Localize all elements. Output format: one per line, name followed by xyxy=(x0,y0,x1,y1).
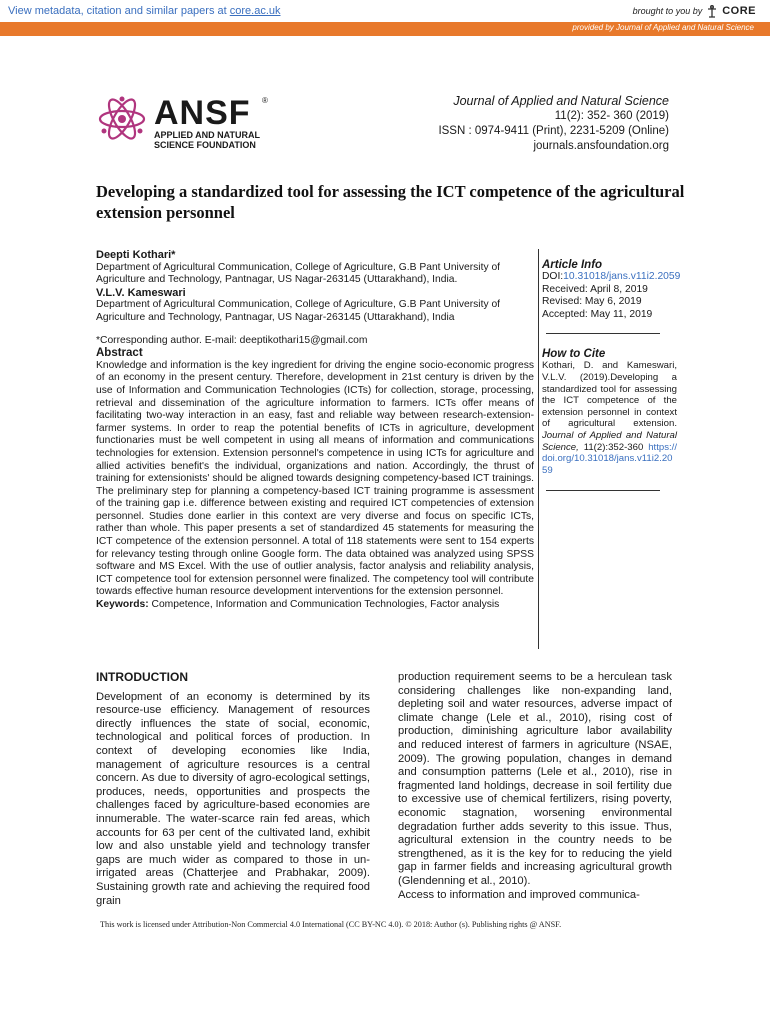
core-icon xyxy=(706,4,718,18)
license-footer: This work is licensed under Attribution-Non Commercial 4.0 International (CC BY-NC 4.0). © 2018: Author (s). Publishing rights @ ANSF. xyxy=(100,920,562,929)
accepted-date: Accepted: May 11, 2019 xyxy=(542,308,653,320)
intro-right-text: production requirement seems to be a herculean task considering challenges like non-expanding land, depleting soil and water resources, adverse impact of climate change (Lele et al., 2010), rising cost of production, diminishing agriculture labor availability and reduced interest of farmers in agriculture (NSAE, 2009). The growing population, changes in demand and consumption patterns (Lele et al., 2010), rise in fragmented land holdings, decrease in soil fertility due to excessive use of chemical fertilizers, rising poverty, economic stagnation, worsening environmental degradation further adds severity to this issue. Thus, agricultural extension in the country needs to be strengthened, as it is the key for to reducing the yield gap in farmer fields and increasing agricultural growth (Glendenning et al., 2010). xyxy=(398,671,672,887)
journal-info xyxy=(438,94,669,154)
core-logo-text: CORE xyxy=(722,5,756,17)
citation-journal: Journal of Applied and Natural Science, xyxy=(542,430,677,453)
ansf-logo-icon xyxy=(96,92,152,152)
journal-site[interactable]: journals.ansfoundation.org xyxy=(533,140,669,152)
doi-line xyxy=(542,271,681,283)
sidebar xyxy=(542,259,681,505)
corresponding-author: *Corresponding author. E-mail: deeptikothari15@gmail.com xyxy=(96,334,368,346)
author-1: Deepti Kothari* xyxy=(96,249,176,261)
keywords xyxy=(96,599,534,612)
sidebar-divider xyxy=(546,333,660,334)
logo-line1: APPLIED AND NATURAL xyxy=(154,130,260,140)
how-to-cite-heading: How to Cite xyxy=(542,348,606,361)
revised-date: Revised: May 6, 2019 xyxy=(542,296,642,308)
received-date: Received: April 8, 2019 xyxy=(542,283,648,295)
registered-mark: ® xyxy=(262,96,268,105)
journal-issn: ISSN : 0974-9411 (Print), 2231-5209 (Online) xyxy=(438,125,669,137)
affiliation-2: Department of Agricultural Communication, College of Agriculture, G.B Pant University of Agriculture and Technology, Pantnagar, US Nagar-263145 (Uttarakhand), India xyxy=(96,299,501,323)
main-column xyxy=(96,249,534,612)
doi-label: DOI: xyxy=(542,271,564,283)
intro-right-last: Access to information and improved communica- xyxy=(398,888,640,901)
citation-volume: 11(2):352-360 xyxy=(583,441,644,453)
metadata-link[interactable] xyxy=(8,5,281,17)
logo-line2: SCIENCE FOUNDATION xyxy=(154,140,256,150)
author-2: V.L.V. Kameswari xyxy=(96,286,186,299)
provider-bar xyxy=(0,22,770,36)
logo-name: ANSF xyxy=(154,94,251,132)
intro-left-column xyxy=(96,671,370,908)
brought-by-text: brought to you by xyxy=(632,6,703,16)
core-link[interactable]: core.ac.uk xyxy=(229,5,281,17)
keywords-label: Keywords: xyxy=(96,599,149,611)
affiliation-1: Department of Agricultural Communication, College of Agriculture, G.B Pant University of Agriculture and Technology, Pantnagar, US Nagar-263145 (Uttarakhand), India. xyxy=(96,261,501,286)
abstract-text: Knowledge and information is the key ingredient for driving the engine socio-economic progress of an economy in the present century. Therefore, development in 21st century is driven by the use of Information and Communication Technologies (ICTs) for collection, storage, processing, retrieval and dissemination of the agriculture information to farmers. ICTs offer means of facilitating two-way interaction in an easy, fast and reliable way between research-extension-farmer systems. In order to reap the potential benefits of ICTs in agriculture, development functionaries must be well competent in using all means of information and communications technologies for extension. Extension personnel's competence in using ICTs for agriculture and allied activities benefit's the individual, organizations and nation. Accordingly, the thrust of training for extensionists' should be aligned towards designing competency-based ICT trainings. The preliminary step for planning a competency-based ICT training programme is assessment of the training gap i.e. difference between existing and required ICT competencies of extension personnel. Studies done earlier in this context are very diverse and focus on specific ICTs, rather than whole. This paper presents a set of standardized 45 statements for measuring the ICT competence of the extension personnel. A total of 118 statements were sent to 154 experts for relevancy testing through online Google form. The data obtained was analyzed using SPSS software and MS Excel. With the use of outlier analysis, factor analysis and reliability analysis, ICT competence tool for extension personnel were finalized. The competency tool will contribute towards effective human resource development interventions for the extension personnel. xyxy=(96,359,534,598)
abstract-heading: Abstract xyxy=(96,347,143,360)
journal-volume: 11(2): 352- 360 (2019) xyxy=(554,110,669,122)
citation xyxy=(542,360,677,476)
provided-by-text: provided by Journal of Applied and Natural Science xyxy=(572,23,754,32)
journal-title: Journal of Applied and Natural Science xyxy=(453,94,669,108)
intro-right-column xyxy=(398,671,672,902)
intro-heading: INTRODUCTION xyxy=(96,670,188,684)
intro-left-text: Development of an economy is determined by its resource-use efficiency. Management of resources directly influences the state of social, economic, technological and political forces of production. In context of developing economies like India, management of agriculture resources is a central concern. As due to diversity of agro-ecological settings, produces, needs, opportunities and prospects the challenges faced by agriculture-based economies are innumerable. The water-scarce rain fed areas, which accounts for 63 per cent of the cultivated land, exhibit low and also unstable yield and technology transfer gaps are much wider as compared to those in un-irrigated areas (Chatterjee and Prabhakar, 2009). Sustaining growth rate and achieving the required food grain xyxy=(96,690,370,907)
metadata-prefix: View metadata, citation and similar papers at xyxy=(8,5,230,17)
article-info-heading: Article Info xyxy=(542,259,603,271)
citation-link[interactable]: https://doi.org/10.31018/jans.v11i2.2059 xyxy=(542,441,677,476)
ansf-logo xyxy=(96,92,276,152)
paper-title: Developing a standardized tool for assessing the ICT competence of the agricultural extension personnel xyxy=(96,182,685,222)
citation-text: Kothari, D. and Kameswari, V.L.V. (2019).Developing a standardized tool for assessing the ICT competence of the extension personnel in context of agricultural extension. xyxy=(542,360,677,430)
top-bar xyxy=(0,0,770,22)
brought-by[interactable] xyxy=(633,4,756,18)
column-divider xyxy=(538,249,539,649)
sidebar-divider-2 xyxy=(546,490,660,491)
keywords-list: Competence, Information and Communication Technologies, Factor analysis xyxy=(148,599,500,611)
doi-link[interactable]: 10.31018/jans.v11i2.2059 xyxy=(563,271,681,283)
logo-subtitle xyxy=(154,130,260,150)
